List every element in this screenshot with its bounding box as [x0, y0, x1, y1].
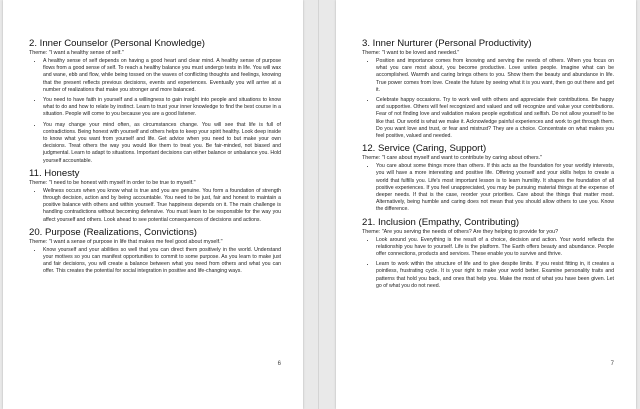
section-theme: Theme: "I care about myself and want to contribute by caring about others.": [362, 155, 543, 162]
section-title: 11. Honesty: [29, 167, 80, 179]
section-theme: Theme: "I want a sense of purpose in life that makes me feel good about myself.": [29, 238, 223, 245]
bullet-list: [29, 188, 281, 224]
bullet-item: • Look around you. Everything is the result of a choice, decision and action. Your world reflects the relationship you have to yourself. Life is the platform. The Earth offers beauty and abundance. People offer connections, products and services. These enable you to survive and thrive.: [376, 237, 614, 259]
bullet-item: • You need to have faith in yourself and a willingness to gain insight into people and situations to know what to do and how to relate by instinct. Learn to trust your inner knowledge to find the best course in a situation. People will come to you because you are a good listener.: [43, 97, 281, 119]
section-title: 21. Inclusion (Empathy, Contributing): [362, 216, 520, 228]
page-number: 7: [610, 361, 614, 367]
section-title: 12. Service (Caring, Support): [362, 143, 487, 155]
page-gap: [318, 0, 319, 409]
section-theme: Theme: "I want a healthy sense of self.": [29, 50, 124, 56]
section-theme: Theme: "I need to be honest with myself in order to be true to myself.": [29, 179, 196, 186]
section-title: 20. Purpose (Realizations, Convictions): [29, 226, 197, 238]
bullet-item: • A healthy sense of self depends on having a good heart and clear mind. A healthy sense of purpose flows from a good sense of self. To reach a healthy balance you must undergo tests in life. You will wax and wane, ebb and flow, while being tossed on the waves of conflicting thoughts and feelings, knowing that the present reflects previous decisions, events and experiences. Eventually you will arrive at a number of realizations that make you stronger and more balanced.: [43, 58, 281, 94]
bullet-item: • Wellness occurs when you know what is true and you are genuine. You form a foundation of strength through decision, action and by being accountable. You need to be just, fair and honest to maintain a positive balance with others and within yourself. True happiness depends on it. The main challenge is handling contradictions without becoming defensive. You must learn to be responsible for the way you affect yourself and others. Look ahead to see potential consequences of decisions and actions.: [43, 188, 281, 224]
bullet-list: [29, 247, 281, 276]
bullet-item: • You care about some things more than others. If this acts as the foundation for your worldly interests, you will have a more interesting and positive life. Offering yourself and your skills helps to create a world that fulfills you. Life's most important lesson is to learn humility. It shapes the foundation of all positive experiences. If you feel unappreciated, you may be pursuing material things at the expense of deeper needs. If that is the case, reorder your priorities. Care about the things that matter most. Alternatively, being humble and caring does not mean that you should allow others to use you. Know the difference.: [376, 163, 614, 213]
bullet-list: [29, 58, 281, 165]
bullet-item: • Position and importance comes from knowing and serving the needs of others. When you focus on what you care most about, you become productive. Love unites people. Imagine what can be accomplished. Warmth and caring brings others to you. Show them the beauty and abundance in life. True power comes from love. Create the future by seeing what it is you want, then go out there and get it.: [376, 58, 614, 94]
bullet-list: [362, 163, 614, 213]
bullet-item: • Celebrate happy occasions. Try to work well with others and appreciate their contributions. Be happy and supportive. Others will feel recognized and valued and will recognize and value your contributions. Fear of not finding love and validation makes people egotistical and selfish. Do not allow yourself to be like that. Our world is what we make it. Acknowledge painful experiences and work to get through them. Do you want love and trust, or fear and mistrust? They are a choice. Concentrate on what makes you feel positive, valued and needed.: [376, 97, 614, 140]
section-purpose: [29, 227, 281, 276]
section-theme: Theme: "I want to be loved and needed.": [362, 50, 460, 56]
section-title: 2. Inner Counselor (Personal Knowledge): [29, 38, 205, 49]
page-left: [3, 0, 303, 409]
bullet-list: [362, 58, 614, 140]
bullet-list: [362, 237, 614, 290]
section-inner-counselor: [29, 38, 281, 165]
page-number: 6: [277, 361, 281, 367]
section-title: 3. Inner Nurturer (Personal Productivity): [362, 38, 532, 49]
section-theme: Theme: "Are you serving the needs of others? Are they helping to provide for you?: [362, 228, 559, 235]
section-honesty: [29, 168, 281, 224]
section-service: [362, 143, 614, 213]
section-inner-nurturer: [362, 38, 614, 140]
bullet-item: • Know yourself and your abilities so well that you can direct them positively in the world. Understand your motives so you can manifest opportunities to commit to some purpose. As you learn to make just and fair decisions, you will create a balance between what you need from others and what you can offer. This creates the potential for social integration in positive and life-changing ways.: [43, 247, 281, 276]
bullet-item: • Learn to work within the structure of life and to give despite limits. If you resist fitting in, it creates a pointless, frustrating cycle. It is your right to make your world better. Examine personality traits and patterns that hold you back, and ones that help you. Make the most of what you have been given. Let go of what you do not need.: [376, 261, 614, 290]
page-right: [336, 0, 636, 409]
section-inclusion: [362, 217, 614, 290]
bullet-item: • You may change your mind often, as circumstances change. You will see that life is full of contradictions. Being honest with yourself and others helps to keep your spirit healthy. Look deep inside to know what you want from yourself and life. Get advice when you need to but make your own decisions. Treat others the way you would like them to treat you. Be fair-minded, not biased and judgmental. Learn to adapt to situations. Important decisions can either balance or unbalance you. Hold yourself accountable.: [43, 122, 281, 165]
